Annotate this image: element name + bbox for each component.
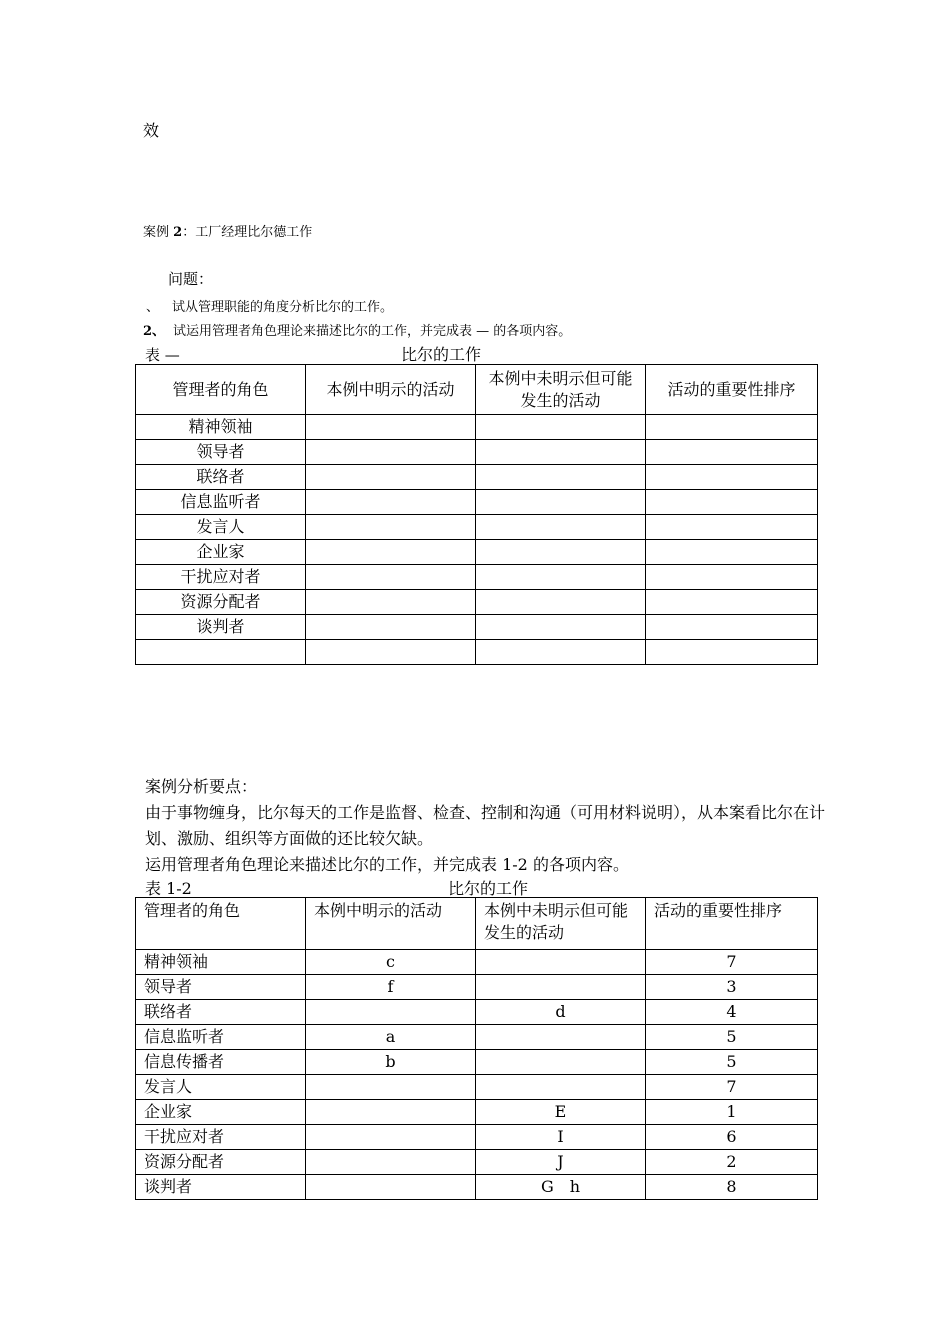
- table1-cell: [476, 615, 646, 640]
- table1-role-cell: 企业家: [136, 540, 306, 565]
- table2-role-cell: 资源分配者: [136, 1150, 306, 1175]
- table2-rank-cell: 3: [646, 975, 818, 1000]
- table1-cell: [646, 490, 818, 515]
- case-prefix: 案例: [143, 225, 170, 240]
- table2-role-cell: 谈判者: [136, 1175, 306, 1200]
- table1-role-cell: [136, 640, 306, 665]
- table2-implicit-cell: [476, 1025, 646, 1050]
- table1-cell: [476, 590, 646, 615]
- table1-cell: [476, 565, 646, 590]
- table-row: [136, 1125, 818, 1150]
- analysis-section: [145, 774, 825, 878]
- table1-cell: [476, 490, 646, 515]
- table1-cell: [476, 415, 646, 440]
- table1-cell: [646, 515, 818, 540]
- table2-implicit-cell: G h: [476, 1175, 646, 1200]
- table2-rank-cell: 1: [646, 1100, 818, 1125]
- table2-implicit-cell: d: [476, 1000, 646, 1025]
- table2-explicit-cell: b: [306, 1050, 476, 1075]
- table-row: [136, 515, 818, 540]
- table2-explicit-cell: [306, 1150, 476, 1175]
- table1-cell: [306, 415, 476, 440]
- table1-cell: [306, 590, 476, 615]
- case-title: [143, 221, 312, 240]
- table1-cell: [646, 465, 818, 490]
- table2-rank-cell: 5: [646, 1025, 818, 1050]
- table1-cell: [646, 640, 818, 665]
- table1-role-cell: 发言人: [136, 515, 306, 540]
- question-2: [143, 320, 571, 339]
- page-fragment-text: 效: [143, 121, 160, 140]
- table1-cell: [476, 465, 646, 490]
- table1-label: 表 —: [145, 346, 180, 364]
- table2-explicit-cell: c: [306, 950, 476, 975]
- table-row: [136, 1025, 818, 1050]
- table1-cell: [646, 590, 818, 615]
- table2-rank-cell: 6: [646, 1125, 818, 1150]
- table-row: [136, 615, 818, 640]
- table1-role-cell: 谈判者: [136, 615, 306, 640]
- table2-role-cell: 精神领袖: [136, 950, 306, 975]
- table-row: [136, 465, 818, 490]
- table1-cell: [306, 640, 476, 665]
- table-row: [136, 490, 818, 515]
- table2-header-cell: 本例中明示的活动: [306, 898, 476, 950]
- table2-implicit-cell: I: [476, 1125, 646, 1150]
- table1-cell: [476, 640, 646, 665]
- table-row: [136, 1075, 818, 1100]
- table2-header-cell: 活动的重要性排序: [646, 898, 818, 950]
- table1-role-cell: 精神领袖: [136, 415, 306, 440]
- table2-implicit-cell: [476, 950, 646, 975]
- table1-cell: [476, 440, 646, 465]
- table-row: [136, 440, 818, 465]
- table-row: [136, 565, 818, 590]
- table2-label: 表 1-2: [145, 879, 192, 898]
- table-row: [136, 1000, 818, 1025]
- table2-rank-cell: 5: [646, 1050, 818, 1075]
- table1-header-cell: 活动的重要性排序: [646, 365, 818, 415]
- table2-implicit-cell: J: [476, 1150, 646, 1175]
- table-row: [136, 975, 818, 1000]
- table2-header-cell: 管理者的角色: [136, 898, 306, 950]
- table-row: [136, 540, 818, 565]
- table2-header-cell: 本例中未明示但可能发生的活动: [476, 898, 646, 950]
- analysis-heading: 案例分析要点：: [145, 777, 258, 796]
- table-row: [136, 415, 818, 440]
- table1-cell: [646, 540, 818, 565]
- table2-title: 比尔的工作: [448, 879, 529, 898]
- table1-role-cell: 资源分配者: [136, 590, 306, 615]
- table1-cell: [646, 615, 818, 640]
- table1-cell: [306, 465, 476, 490]
- table2-implicit-cell: [476, 975, 646, 1000]
- case-number: 2: [173, 225, 183, 240]
- table2-role-cell: 联络者: [136, 1000, 306, 1025]
- table1: [135, 364, 818, 665]
- table1-cell: [646, 565, 818, 590]
- table2-rank-cell: 7: [646, 950, 818, 975]
- table-row: [136, 1150, 818, 1175]
- table2-explicit-cell: a: [306, 1025, 476, 1050]
- table2-rank-cell: 7: [646, 1075, 818, 1100]
- table1-cell: [306, 615, 476, 640]
- table-row: [136, 1050, 818, 1075]
- table2-rank-cell: 8: [646, 1175, 818, 1200]
- table1-cell: [306, 540, 476, 565]
- table2-rank-cell: 4: [646, 1000, 818, 1025]
- question-1-mark: 、: [146, 300, 160, 315]
- question-2-mark: 2、: [143, 324, 166, 339]
- table1-cell: [476, 515, 646, 540]
- analysis-paragraph-1: 由于事物缠身，比尔每天的工作是监督、检查、控制和沟通（可用材料说明），从本案看比尔在计划、激励、组织等方面做的还比较欠缺。: [145, 803, 826, 848]
- table2-role-cell: 信息传播者: [136, 1050, 306, 1075]
- table1-cell: [646, 415, 818, 440]
- questions-heading: 问题：: [168, 270, 214, 288]
- table-row: [136, 1175, 818, 1200]
- table2-rank-cell: 2: [646, 1150, 818, 1175]
- case-title-text: ：工厂经理比尔德工作: [182, 225, 313, 240]
- table2-explicit-cell: [306, 1175, 476, 1200]
- table1-title: 比尔的工作: [401, 345, 482, 364]
- table1-role-cell: 领导者: [136, 440, 306, 465]
- table2-implicit-cell: [476, 1075, 646, 1100]
- table1-cell: [306, 490, 476, 515]
- table2-implicit-cell: [476, 1050, 646, 1075]
- table1-role-cell: 联络者: [136, 465, 306, 490]
- table2-implicit-cell: E: [476, 1100, 646, 1125]
- table2-header-row: [136, 898, 818, 950]
- table-row: [136, 950, 818, 975]
- table1-header-cell: 管理者的角色: [136, 365, 306, 415]
- analysis-paragraph-2: 运用管理者角色理论来描述比尔的工作，并完成表 1-2 的各项内容。: [145, 855, 629, 874]
- table1-cell: [306, 440, 476, 465]
- table1-cell: [306, 515, 476, 540]
- table2-role-cell: 发言人: [136, 1075, 306, 1100]
- question-2-text: 试运用管理者角色理论来描述比尔的工作，并完成表 — 的各项内容。: [173, 324, 572, 339]
- question-1-text: 试从管理职能的角度分析比尔的工作。: [172, 300, 394, 315]
- table1-cell: [306, 565, 476, 590]
- table-row: [136, 1100, 818, 1125]
- table2-role-cell: 干扰应对者: [136, 1125, 306, 1150]
- table2-explicit-cell: [306, 1125, 476, 1150]
- table2-explicit-cell: [306, 1075, 476, 1100]
- table1-header-row: [136, 365, 818, 415]
- table2-explicit-cell: f: [306, 975, 476, 1000]
- table1-header-cell: 本例中未明示但可能发生的活动: [476, 365, 646, 415]
- table1-role-cell: 信息监听者: [136, 490, 306, 515]
- table2-role-cell: 领导者: [136, 975, 306, 1000]
- table1-cell: [646, 440, 818, 465]
- table1-role-cell: 干扰应对者: [136, 565, 306, 590]
- table2-explicit-cell: [306, 1000, 476, 1025]
- question-1: [146, 296, 393, 315]
- table2: [135, 897, 818, 1200]
- table1-cell: [476, 540, 646, 565]
- table-row: [136, 640, 818, 665]
- table-row: [136, 590, 818, 615]
- table2-role-cell: 企业家: [136, 1100, 306, 1125]
- table2-explicit-cell: [306, 1100, 476, 1125]
- table2-role-cell: 信息监听者: [136, 1025, 306, 1050]
- table1-header-cell: 本例中明示的活动: [306, 365, 476, 415]
